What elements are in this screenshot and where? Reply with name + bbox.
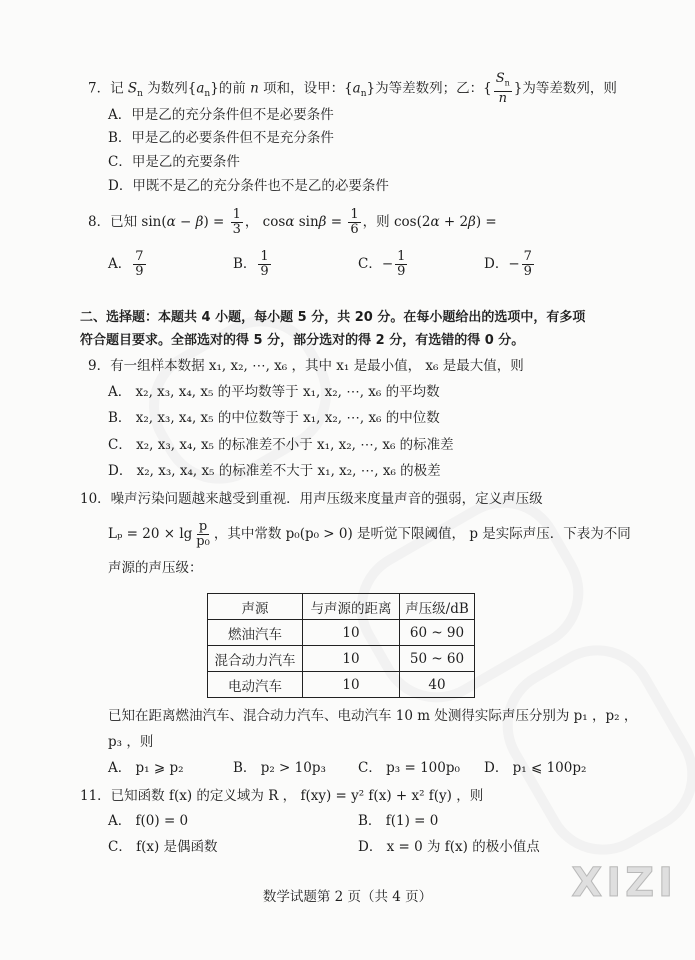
section2-heading-line2: 符合题目要求。全部选对的得 5 分，部分选对的得 2 分，有选错的得 0 分。 bbox=[80, 333, 525, 348]
table-cell: 燃油汽车 bbox=[208, 620, 303, 646]
q10-option-b: B． p₂ > 10p₃ bbox=[233, 760, 326, 776]
q8-option-b: B． $\frac{1}{9}$ bbox=[233, 249, 269, 279]
q7-option-b: B．甲是乙的必要条件但不是充分条件 bbox=[108, 130, 334, 146]
watermark-logo: XIZI bbox=[571, 860, 677, 906]
q8-stem: 8．已知 sin(α − β) = $\frac{1}{3}$ ， cosα sinβ = $\frac{1}{6}$ ，则 cos(2α + 2β) = bbox=[88, 207, 497, 237]
table-row bbox=[208, 672, 475, 698]
q8-option-d: D．− $\frac{7}{9}$ bbox=[484, 249, 532, 279]
table-header-cell: 声压级/dB bbox=[400, 594, 475, 620]
table-cell: 电动汽车 bbox=[208, 672, 303, 698]
q11-option-c: C． f(x) 是偶函数 bbox=[108, 839, 218, 855]
table-cell: 10 bbox=[303, 620, 400, 646]
table-cell: 60 ~ 90 bbox=[400, 620, 475, 646]
table-row bbox=[208, 620, 475, 646]
q9-option-b: B． x₂, x₃, x₄, x₅ 的中位数等于 x₁, x₂, ⋯, x₆ 的中位数 bbox=[108, 410, 440, 426]
table-header-cell: 声源 bbox=[208, 594, 303, 620]
q7-stem: 7．记 $S_n$ 为数列$\{a_n\}$的前 n 项和，设甲：$\{a_n\}$为等差数列；乙：{ $\frac{S_n}{n}$ }为等差数列，则 bbox=[88, 71, 617, 106]
table-cell: 混合动力汽车 bbox=[208, 646, 303, 672]
table-cell: 50 ~ 60 bbox=[400, 646, 475, 672]
q10-stem-line1: 10．噪声污染问题越来越受到重视．用声压级来度量声音的强弱，定义声压级 bbox=[80, 491, 543, 507]
q7-option-d: D．甲既不是乙的充分条件也不是乙的必要条件 bbox=[108, 178, 389, 194]
q11-option-a: A． f(0) = 0 bbox=[108, 813, 189, 829]
q7-option-a: A．甲是乙的充分条件但不是必要条件 bbox=[108, 107, 334, 123]
q8-option-c: C．− $\frac{1}{9}$ bbox=[358, 249, 406, 279]
q10-option-c: C． p₃ = 100p₀ bbox=[358, 760, 460, 776]
q9-option-d: D． x₂, x₃, x₄, x₅ 的标准差不大于 x₁, x₂, ⋯, x₆ 的极差 bbox=[108, 463, 441, 479]
q7-option-c: C．甲是乙的充要条件 bbox=[108, 154, 240, 170]
q10-option-a: A． p₁ ⩾ p₂ bbox=[108, 760, 184, 776]
q10-option-d: D． p₁ ⩽ 100p₂ bbox=[484, 760, 587, 776]
sound-source-table bbox=[207, 593, 475, 698]
q11-option-b: B． f(1) = 0 bbox=[358, 813, 439, 829]
table-cell: 10 bbox=[303, 672, 400, 698]
table-cell: 10 bbox=[303, 646, 400, 672]
q9-option-c: C． x₂, x₃, x₄, x₅ 的标准差不小于 x₁, x₂, ⋯, x₆ 的标准差 bbox=[108, 437, 454, 453]
q10-stem-line2: Lₚ = 20 × lg $\frac{p}{\text{p₀}}$ ，其中常数 p₀(p₀ > 0) 是听觉下限阈值， p 是实际声压．下表为不同 bbox=[108, 519, 631, 549]
table-row bbox=[208, 646, 475, 672]
q10-condition-line2: p₃ ，则 bbox=[108, 734, 154, 750]
q10-stem-line3: 声源的声压级： bbox=[108, 560, 203, 576]
q9-option-a: A． x₂, x₃, x₄, x₅ 的平均数等于 x₁, x₂, ⋯, x₆ 的平均数 bbox=[108, 384, 440, 400]
q11-stem: 11．已知函数 f(x) 的定义域为 R ， f(xy) = y² f(x) + x² f(y) ，则 bbox=[80, 788, 484, 804]
q10-condition-line1: 已知在距离燃油汽车、混合动力汽车、电动汽车 10 m 处测得实际声压分别为 p₁ ，p₂ ， bbox=[108, 708, 638, 724]
page-footer: 数学试题第 2 页（共 4 页） bbox=[262, 889, 433, 905]
section2-heading-line1: 二、选择题：本题共 4 小题，每小题 5 分，共 20 分。在每小题给出的选项中，有多项 bbox=[80, 310, 586, 325]
q8-option-a: A． $\frac{7}{9}$ bbox=[108, 249, 144, 279]
table-header-cell: 与声源的距离 bbox=[303, 594, 400, 620]
q9-stem: 9．有一组样本数据 x₁, x₂, ⋯, x₆ ，其中 x₁ 是最小值， x₆ 是最大值，则 bbox=[88, 358, 524, 374]
table-cell: 40 bbox=[400, 672, 475, 698]
table-header-row bbox=[208, 594, 475, 620]
q11-option-d: D． x = 0 为 f(x) 的极小值点 bbox=[358, 839, 540, 855]
